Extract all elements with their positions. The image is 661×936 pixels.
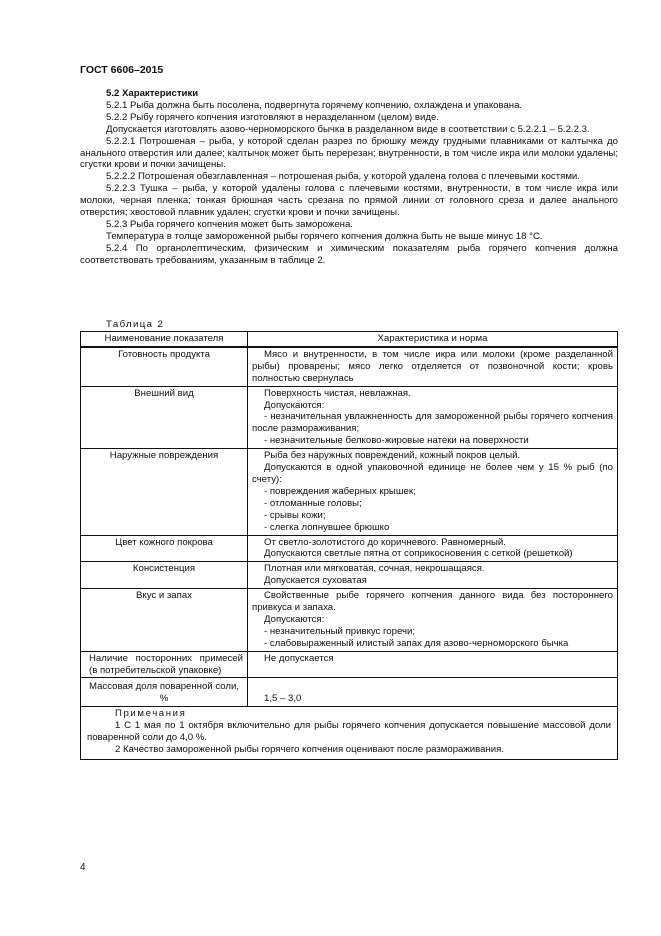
- column-header-norm: Характеристика и норма: [248, 332, 618, 347]
- paragraph: 5.2.3 Рыба горячего копчения может быть заморожена.: [106, 218, 353, 230]
- paragraph: 5.2.4 По органолептическим, физическим и химическим показателям рыба горячего копчения должна соответствовать требованиям, указанным в таблице 2.: [80, 242, 618, 266]
- value-line: Допускается суховатая: [264, 575, 367, 587]
- row-value: [248, 651, 618, 678]
- row-value: [248, 589, 618, 652]
- row-name: Наружные повреждения: [81, 449, 248, 535]
- table-row: [81, 535, 618, 562]
- paragraph: 5.2.2.2 Потрошеная обезглавленная – потрошеная рыба, у которой удалена голова с плечевыми костями.: [106, 171, 580, 183]
- table-header-row: [81, 332, 618, 347]
- row-name: Наличие посторонних примесей (в потребительской упаковке): [81, 651, 248, 678]
- row-value: [248, 678, 618, 707]
- document-code: ГОСТ 6606–2015: [80, 64, 164, 76]
- section-title: 5.2 Характеристики: [106, 88, 199, 99]
- value-line: - отломанные головы;: [264, 497, 362, 509]
- value-line: - незначительный привкус горечи;: [264, 625, 416, 637]
- value-line: Допускаются светлые пятна от соприкосновения с сеткой (решеткой): [264, 548, 573, 560]
- row-value: [248, 386, 618, 449]
- value-line: Не допускается: [264, 652, 334, 664]
- value-line: Свойственные рыбе горячего копчения данного вида без постороннего привкуса и запаха.: [252, 590, 613, 614]
- characteristics-table: [80, 331, 618, 760]
- paragraph: 5.2.2 Рыбу горячего копчения изготовляют в неразделанном (целом) виде.: [106, 111, 439, 123]
- row-name: Вкус и запах: [81, 589, 248, 652]
- value-line: - незначительная увлажненность для замороженной рыбы горячего копчения после размораживания;: [252, 411, 613, 435]
- page-number: 4: [80, 862, 86, 873]
- table-notes: [81, 707, 618, 760]
- paragraph: 5.2.2.1 Потрошеная – рыба, у которой сделан разрез по брюшку между грудными плавниками от калтычка до анального отверстия или далее; калтычок может быть перерезан; внутренности, в том числе икра или молоки удалены; сгустки крови и почки зачищены.: [80, 135, 618, 171]
- row-value: [248, 347, 618, 386]
- row-value: [248, 449, 618, 535]
- value-line: - повреждения жаберных крышек;: [264, 485, 416, 497]
- row-value: [248, 535, 618, 562]
- table-row: [81, 589, 618, 652]
- value-line: 1,5 – 3,0: [264, 693, 302, 705]
- value-line: Допускаются:: [264, 613, 325, 625]
- row-name: Консистенция: [81, 562, 248, 589]
- row-name: Массовая доля поваренной соли, %: [81, 678, 248, 707]
- value-line: - слегка лопнувшее брюшко: [264, 521, 390, 533]
- notes-row: [81, 707, 618, 760]
- value-line: Рыба без наружных повреждений, кожный покров целый.: [264, 450, 521, 462]
- value-line: - срывы кожи;: [264, 509, 326, 521]
- row-name: Готовность продукта: [81, 347, 248, 386]
- value-line: От светло-золотистого до коричневого. Равномерный.: [264, 536, 506, 548]
- note-item: 2 Качество замороженной рыбы горячего копчения оценивают после размораживания.: [115, 744, 505, 755]
- table-row: [81, 678, 618, 707]
- paragraph: Допускается изготовлять азово-черноморского бычка в разделанном виде в соответствии с 5.2.2.1 – 5.2.2.3.: [106, 123, 590, 135]
- row-name: Внешний вид: [81, 386, 248, 449]
- paragraph: 5.2.1 Рыба должна быть посолена, подвергнута горячему копчению, охлаждена и упакована.: [106, 99, 523, 111]
- table-row: [81, 386, 618, 449]
- note-item: 1 С 1 мая по 1 октября включительно для рыбы горячего копчения допускается повышение массовой доли поваренной соли до 4,0 %.: [87, 720, 611, 744]
- paragraph: 5.2.2.3 Тушка – рыба, у которой удалены голова с плечевыми костями, внутренности, в том числе икра или молоки, черная пленка; тонкая брюшная часть срезана по прямой линии от головного среза и далее анального отверстия; хвостовой плавник удален; сгустки крови и почки зачищены.: [80, 183, 618, 219]
- value-line: Мясо и внутренности, в том числе икра или молоки (кроме разделанной рыбы) проварены; мясо легко отделяется от позвоночной кости; кровь полностью свернулась: [252, 348, 613, 384]
- value-line: - слабовыраженный илистый запах для азово-черноморского бычка: [264, 637, 569, 649]
- value-line: - незначительные белково-жировые натеки на поверхности: [264, 435, 529, 447]
- value-line: Плотная или мягковатая, сочная, некрошащаяся.: [264, 563, 485, 575]
- value-line: Поверхность чистая, невлажная.: [264, 387, 411, 399]
- section-characteristics: [80, 88, 618, 267]
- value-line: Допускаются:: [264, 399, 325, 411]
- table-caption: Таблица 2: [106, 319, 165, 330]
- row-value: [248, 562, 618, 589]
- table-row: [81, 347, 618, 386]
- table-row: [81, 449, 618, 535]
- notes-title: Примечания: [115, 708, 187, 720]
- value-line: Допускаются в одной упаковочной единице не более чем у 15 % рыб (по счету):: [252, 462, 613, 485]
- paragraph: Температура в толще замороженной рыбы горячего копчения должна быть не выше минус 18 °С.: [106, 230, 543, 242]
- table-row: [81, 651, 618, 678]
- row-name: Цвет кожного покрова: [81, 535, 248, 562]
- table-row: [81, 562, 618, 589]
- column-header-indicator: Наименование показателя: [81, 332, 248, 347]
